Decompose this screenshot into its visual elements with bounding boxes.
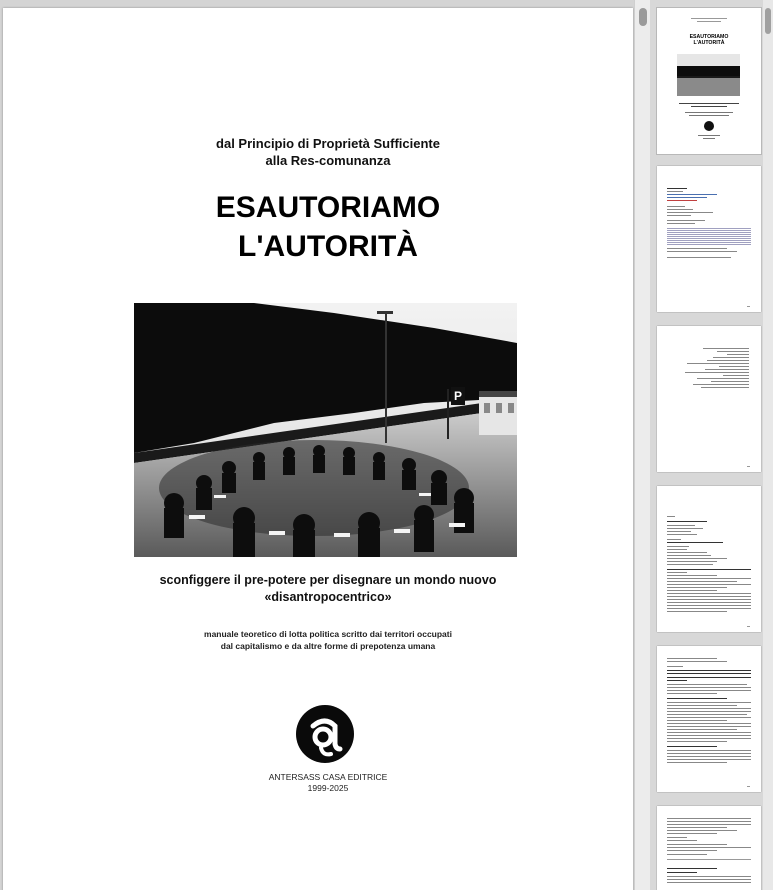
- thumb1-logo: [704, 121, 714, 131]
- title-line-2: L'AUTORITÀ: [238, 230, 418, 263]
- page-title: [3, 188, 634, 266]
- thumbnail-scrollbar[interactable]: [763, 0, 773, 890]
- document-page: [3, 8, 633, 890]
- page-thumbnail-4[interactable]: [657, 486, 761, 632]
- parking-sign-letter: P: [453, 389, 463, 403]
- subtitle-line-2: alla Res-comunanza: [265, 153, 391, 168]
- publisher-logo: [295, 704, 355, 764]
- cover-tagline: [3, 572, 634, 606]
- page-thumbnail-3[interactable]: [657, 326, 761, 472]
- publisher-name: ANTERSASS CASA EDITRICE: [268, 772, 388, 782]
- tagline-line-2: «disantropocentrico»: [264, 590, 392, 604]
- main-scrollbar-thumb[interactable]: [639, 8, 647, 26]
- publisher-years: 1999-2025: [307, 783, 349, 793]
- cover-description: [3, 628, 634, 652]
- thumbnail-sidebar[interactable]: [650, 0, 773, 890]
- thumb1-title-line-2: L'AUTORITÀ: [693, 40, 725, 46]
- publisher-info: [3, 772, 634, 794]
- cover-photo: [134, 303, 517, 557]
- description-line-1: manuale teoretico di lotta politica scritto dai territori occupati: [204, 629, 452, 639]
- page-thumbnail-1[interactable]: [657, 8, 761, 154]
- page-thumbnail-5[interactable]: [657, 646, 761, 792]
- description-line-2: dal capitalismo e da altre forme di prepotenza umana: [220, 641, 436, 651]
- subtitle-line-1: dal Principio di Proprietà Sufficiente: [216, 136, 440, 151]
- title-line-1: ESAUTORIAMO: [215, 191, 441, 224]
- tagline-line-1: sconfiggere il pre-potere per disegnare un mondo nuovo: [159, 573, 497, 587]
- thumb1-photo: [677, 54, 740, 96]
- thumbnail-scrollbar-thumb[interactable]: [765, 8, 771, 34]
- page-thumbnail-6[interactable]: [657, 806, 761, 890]
- main-scrollbar[interactable]: [634, 0, 651, 890]
- page-thumbnail-2[interactable]: [657, 166, 761, 312]
- page-subtitle: [3, 135, 634, 169]
- thumb1-title-line-1: ESAUTORIAMO: [689, 34, 729, 40]
